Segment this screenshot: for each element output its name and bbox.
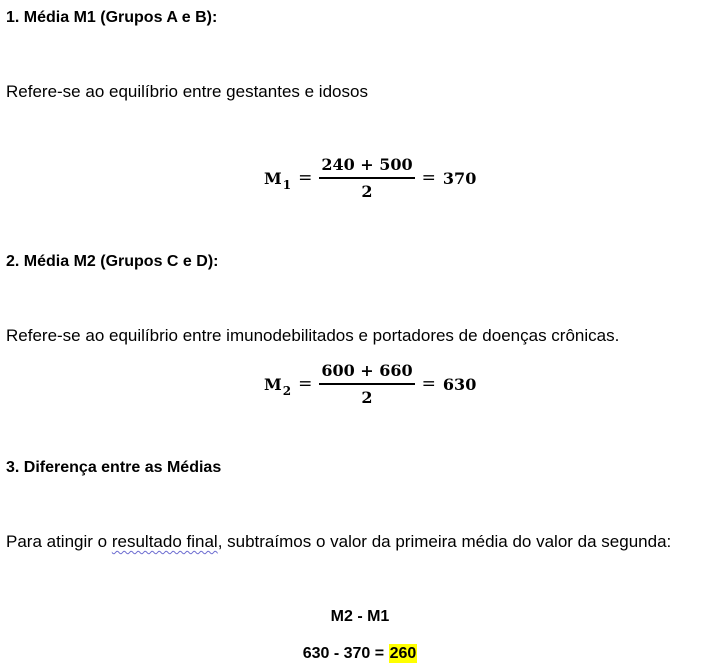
- formula-m2-fraction: [319, 362, 414, 407]
- section-1-text: Refere-se ao equilíbrio entre gestantes e idosos: [6, 82, 368, 101]
- formula-m2-denominator: 2: [361, 387, 373, 407]
- formula-m2-numerator: 600 + 660: [321, 361, 413, 380]
- formula-m1-numerator: 240 + 500: [321, 155, 413, 174]
- equals-sign: =: [421, 168, 436, 189]
- formula-m1: [264, 156, 476, 201]
- formula-m2-result: 630: [442, 374, 477, 394]
- highlighted-answer: 260: [389, 645, 417, 662]
- formula-m2-lhs: [264, 374, 292, 398]
- calculation-text: 630 - 370 =: [302, 645, 389, 662]
- formula-m1-lhs: [264, 168, 292, 192]
- section-2-text: Refere-se ao equilíbrio entre imunodebilitados e portadores de doenças crônicas.: [6, 326, 620, 345]
- section-3-text-after: , subtraímos o valor da primeira média do valor da segunda:: [217, 532, 672, 551]
- equals-sign: =: [298, 168, 313, 189]
- formula-m2-subscript: 2: [282, 383, 292, 398]
- formula-m1-denominator: 2: [361, 181, 373, 201]
- formula-m1-fraction: [319, 156, 414, 201]
- section-1-heading: 1. Média M1 (Grupos A e B):: [6, 9, 218, 26]
- section-3-text: [6, 531, 671, 553]
- formula-m2-symbol: M: [264, 374, 282, 394]
- section-3-text-before: Para atingir o: [6, 532, 112, 551]
- difference-expression: M2 - M1: [330, 608, 390, 625]
- formula-m1-subscript: 1: [282, 177, 292, 192]
- formula-m2: [264, 362, 476, 407]
- formula-m1-result: 370: [442, 168, 477, 188]
- difference-calculation: [0, 644, 708, 664]
- section-3-heading: 3. Diferença entre as Médias: [6, 459, 222, 476]
- equals-sign: =: [421, 374, 436, 395]
- section-2-heading: 2. Média M2 (Grupos C e D):: [6, 253, 219, 270]
- equals-sign: =: [298, 374, 313, 395]
- formula-m1-symbol: M: [264, 168, 282, 188]
- spellcheck-underlined-phrase[interactable]: resultado final: [111, 532, 218, 551]
